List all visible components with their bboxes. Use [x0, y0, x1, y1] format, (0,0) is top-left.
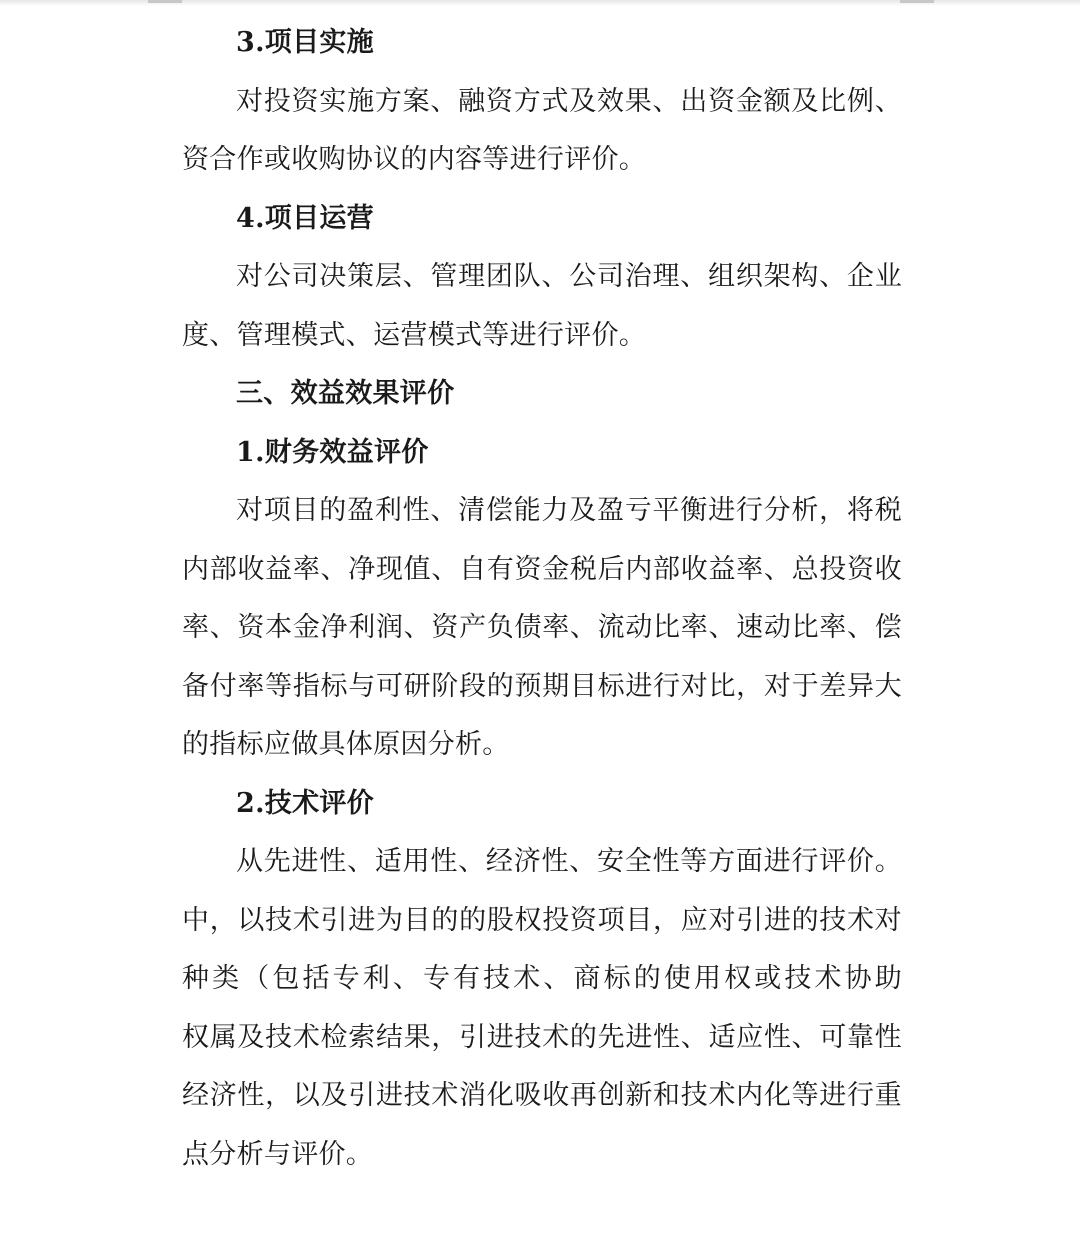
page-corner-mark-right [900, 0, 934, 3]
section-heading-technical-evaluation: 2.技术评价 [236, 787, 374, 819]
paragraph-line: 种类（包括专利、专有技术、商标的使用权或技术协助 [182, 963, 902, 994]
paragraph-line: 经济性，以及引进技术消化吸收再创新和技术内化等进行重 [182, 1080, 902, 1111]
section-heading-project-implementation: 3.项目实施 [236, 27, 374, 58]
paragraph-line: 率、资本金净利润、资产负债率、流动比率、速动比率、偿 [182, 612, 902, 643]
paragraph-line: 点分析与评价。 [182, 1138, 374, 1170]
paragraph-line: 的指标应做具体原因分析。 [182, 729, 510, 760]
section-heading-financial-evaluation: 1.财务效益评价 [236, 436, 429, 468]
paragraph-line: 资合作或收购协议的内容等进行评价。 [182, 144, 647, 175]
paragraph-line: 度、管理模式、运营模式等进行评价。 [182, 319, 647, 351]
paragraph-line: 内部收益率、净现值、自有资金税后内部收益率、总投资收 [182, 553, 902, 585]
section-heading-project-operation: 4.项目运营 [236, 202, 374, 234]
paragraph-line: 对公司决策层、管理团队、公司治理、组织架构、企业 [236, 261, 902, 292]
chapter-heading-benefit-evaluation: 三、效益效果评价 [236, 378, 455, 409]
paragraph-line: 对投资实施方案、融资方式及效果、出资金额及比例、 [236, 85, 902, 117]
page-corner-mark-left [148, 0, 182, 3]
paragraph-line: 备付率等指标与可研阶段的预期目标进行对比，对于差异大 [182, 670, 902, 702]
paragraph-line: 从先进性、适用性、经济性、安全性等方面进行评价。 [236, 846, 902, 877]
paragraph-line: 中，以技术引进为目的的股权投资项目，应对引进的技术对 [182, 904, 902, 936]
paragraph-line: 对项目的盈利性、清偿能力及盈亏平衡进行分析，将税 [236, 495, 902, 526]
document-page [182, 14, 902, 1184]
paragraph-line: 权属及技术检索结果，引进技术的先进性、适应性、可靠性 [182, 1021, 902, 1053]
